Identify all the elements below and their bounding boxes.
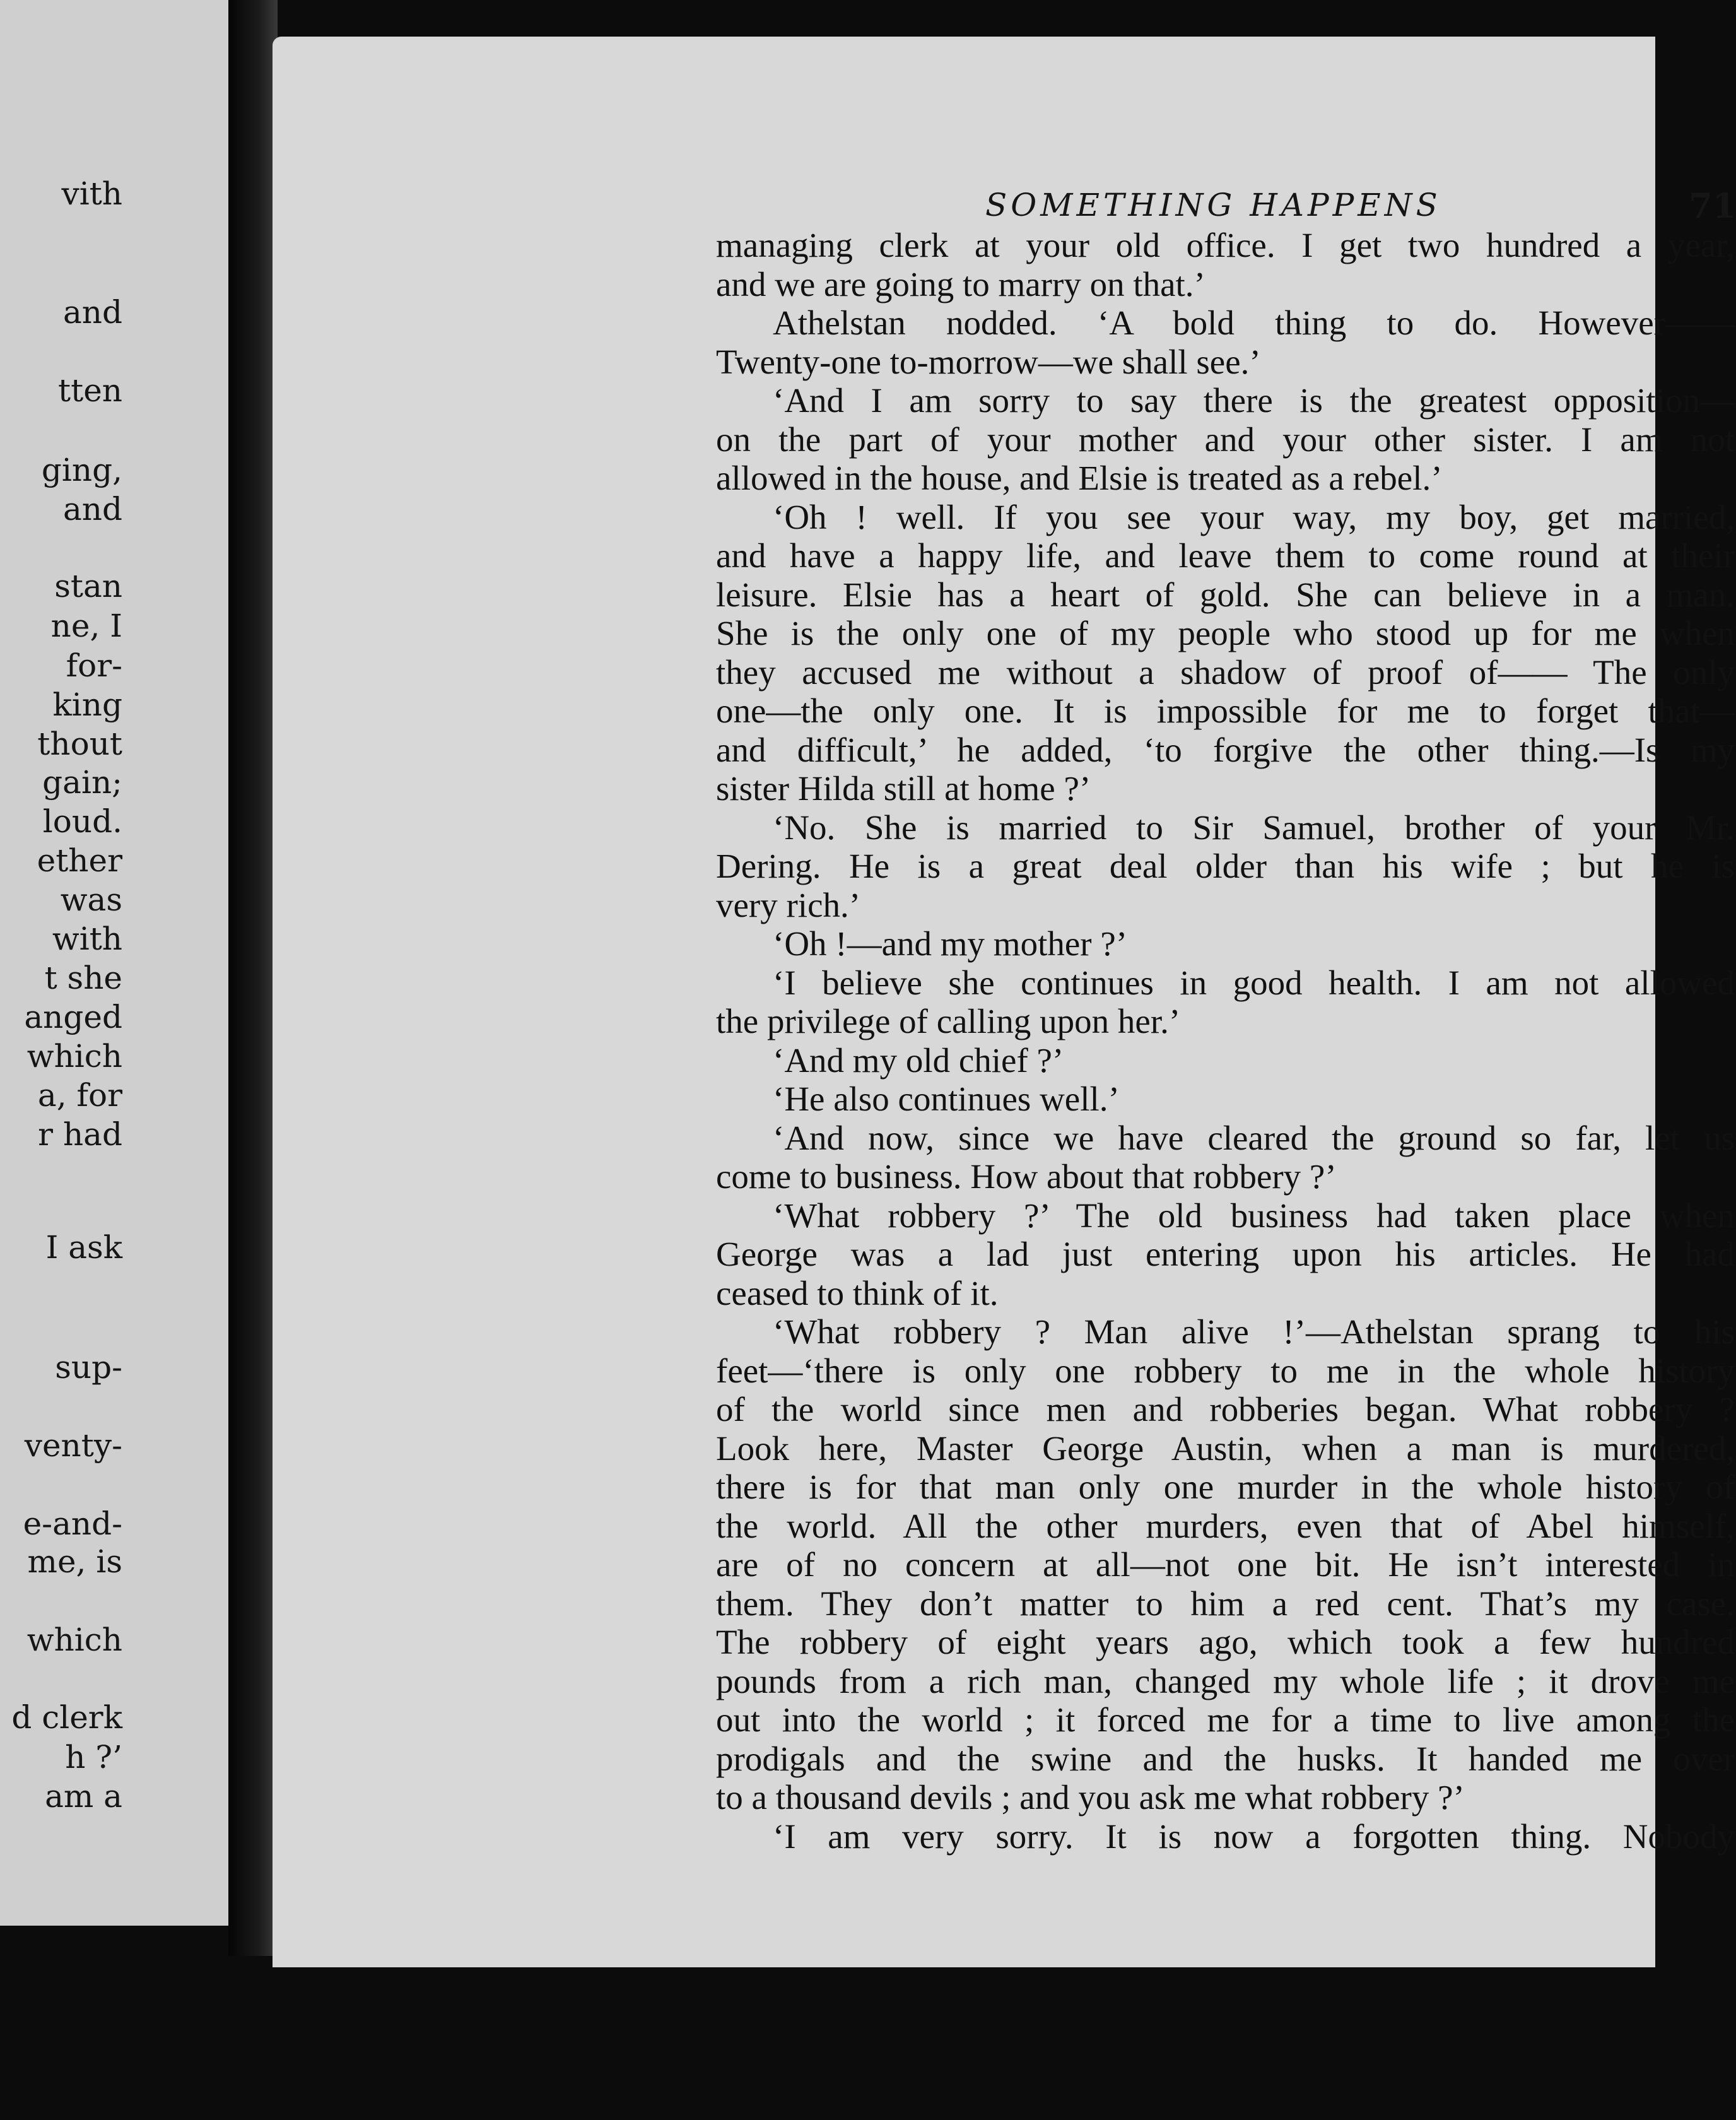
left-page-fragment: me, is bbox=[27, 1543, 122, 1580]
text-line: sister Hilda still at home ?’ bbox=[716, 769, 1091, 808]
text-line: Look here, Master George Austin, when a man is murdered, bbox=[716, 1429, 1735, 1468]
left-page-fragment: e-and- bbox=[23, 1505, 122, 1542]
left-page-fragment: am a bbox=[45, 1778, 122, 1815]
left-page-fragment: and bbox=[62, 294, 122, 331]
left-page-fragment: was bbox=[60, 881, 122, 918]
page-number: 71 bbox=[1689, 186, 1736, 226]
left-page-fragment: thout bbox=[37, 726, 122, 762]
text-line: pounds from a rich man, changed my whole life ; it drove me bbox=[716, 1662, 1735, 1700]
text-line: ‘No. She is married to Sir Samuel, brother of your Mr. bbox=[773, 808, 1735, 847]
text-line: allowed in the house, and Elsie is treated as a rebel.’ bbox=[716, 459, 1443, 497]
text-line: ‘He also continues well.’ bbox=[773, 1080, 1120, 1118]
text-line: on the part of your mother and your other sister. I am not bbox=[716, 420, 1735, 459]
left-page-fragment: a, for bbox=[37, 1077, 122, 1114]
left-page-fragment: ether bbox=[37, 842, 122, 879]
text-line: George was a lad just entering upon his articles. He had bbox=[716, 1235, 1735, 1273]
text-line: ‘And now, since we have cleared the ground so far, let us bbox=[773, 1119, 1735, 1157]
left-page-fragment: gain; bbox=[42, 764, 122, 801]
text-line: She is the only one of my people who stood up for me when bbox=[716, 614, 1735, 652]
text-line: ‘Oh ! well. If you see your way, my boy, get married, bbox=[773, 498, 1735, 536]
text-line: come to business. How about that robbery ?’ bbox=[716, 1157, 1337, 1196]
text-line: The robbery of eight years ago, which took a few hundred bbox=[716, 1623, 1735, 1661]
left-page-fragment: h ?’ bbox=[65, 1739, 122, 1776]
left-page-fragment: tten bbox=[58, 372, 122, 409]
left-page-fragment: with bbox=[52, 921, 122, 957]
previous-page-edge bbox=[0, 0, 232, 1926]
text-line: ‘What robbery ? Man alive !’—Athelstan sprang to his bbox=[773, 1312, 1735, 1351]
text-line: they accused me without a shadow of proof of—— The only bbox=[716, 653, 1735, 692]
text-line: ‘Oh !—and my mother ?’ bbox=[773, 924, 1128, 963]
left-page-fragment: ne, I bbox=[50, 608, 122, 644]
running-head: SOMETHING HAPPENS bbox=[985, 187, 1441, 223]
left-page-fragment: loud. bbox=[42, 803, 122, 840]
text-line: the privilege of calling upon her.’ bbox=[716, 1002, 1181, 1040]
left-page-fragment: I ask bbox=[45, 1229, 122, 1266]
left-page-fragment: sup- bbox=[55, 1349, 122, 1386]
text-line: leisure. Elsie has a heart of gold. She can believe in a man. bbox=[716, 575, 1735, 614]
text-line: ‘What robbery ?’ The old business had taken place when bbox=[773, 1196, 1735, 1235]
left-page-fragment: r had bbox=[38, 1116, 122, 1153]
text-line: and difficult,’ he added, ‘to forgive the other thing.—Is my bbox=[716, 731, 1735, 769]
text-line: prodigals and the swine and the husks. It handed me over bbox=[716, 1740, 1735, 1778]
text-line: and we are going to marry on that.’ bbox=[716, 265, 1205, 303]
text-line: out into the world ; it forced me for a time to live among the bbox=[716, 1700, 1735, 1739]
text-line: ‘I believe she continues in good health. I am not allowed bbox=[773, 963, 1735, 1002]
current-page bbox=[273, 37, 1736, 1967]
left-page-fragment: ging, bbox=[41, 452, 122, 488]
text-line: Athelstan nodded. ‘A bold thing to do. However—— bbox=[773, 303, 1735, 342]
text-line: them. They don’t matter to him a red cent. That’s my case. bbox=[716, 1584, 1735, 1623]
text-line: very rich.’ bbox=[716, 886, 861, 924]
text-line: and have a happy life, and leave them to come round at their bbox=[716, 536, 1735, 575]
left-page-fragment: king bbox=[52, 686, 122, 723]
text-line: one—the only one. It is impossible for me to forget that— bbox=[716, 692, 1735, 730]
text-line: to a thousand devils ; and you ask me what robbery ?’ bbox=[716, 1778, 1465, 1817]
left-page-fragment: vith bbox=[61, 175, 122, 212]
text-line: feet—‘there is only one robbery to me in the whole history bbox=[716, 1352, 1735, 1390]
text-line: ‘And my old chief ?’ bbox=[773, 1041, 1064, 1080]
book-gutter bbox=[228, 0, 278, 1956]
left-page-fragment: anged bbox=[24, 999, 122, 1035]
left-page-fragment: for- bbox=[66, 647, 122, 684]
text-line: of the world since men and robberies began. What robbery ? bbox=[716, 1390, 1735, 1428]
text-line: ‘I am very sorry. It is now a forgotten thing. Nobody bbox=[773, 1817, 1735, 1856]
text-line: the world. All the other murders, even that of Abel himself, bbox=[716, 1507, 1735, 1545]
left-page-fragment: which bbox=[26, 1622, 122, 1658]
text-line: ‘And I am sorry to say there is the greatest opposition— bbox=[773, 381, 1735, 420]
text-line: ceased to think of it. bbox=[716, 1274, 999, 1312]
text-line: there is for that man only one murder in the whole history of bbox=[716, 1468, 1735, 1506]
left-page-fragment: and bbox=[62, 491, 122, 527]
left-page-fragment: t she bbox=[44, 960, 122, 996]
text-line: managing clerk at your old office. I get two hundred a year, bbox=[716, 226, 1735, 264]
text-line: are of no concern at all—not one bit. He isn’t interested in bbox=[716, 1545, 1735, 1584]
left-page-fragment: d clerk bbox=[11, 1699, 122, 1736]
left-page-fragment: which bbox=[26, 1038, 122, 1075]
text-line: Dering. He is a great deal older than his wife ; but he is bbox=[716, 847, 1735, 885]
text-line: Twenty-one to-morrow—we shall see.’ bbox=[716, 343, 1261, 381]
left-page-fragment: venty- bbox=[24, 1427, 122, 1464]
left-page-fragment: stan bbox=[54, 568, 122, 604]
